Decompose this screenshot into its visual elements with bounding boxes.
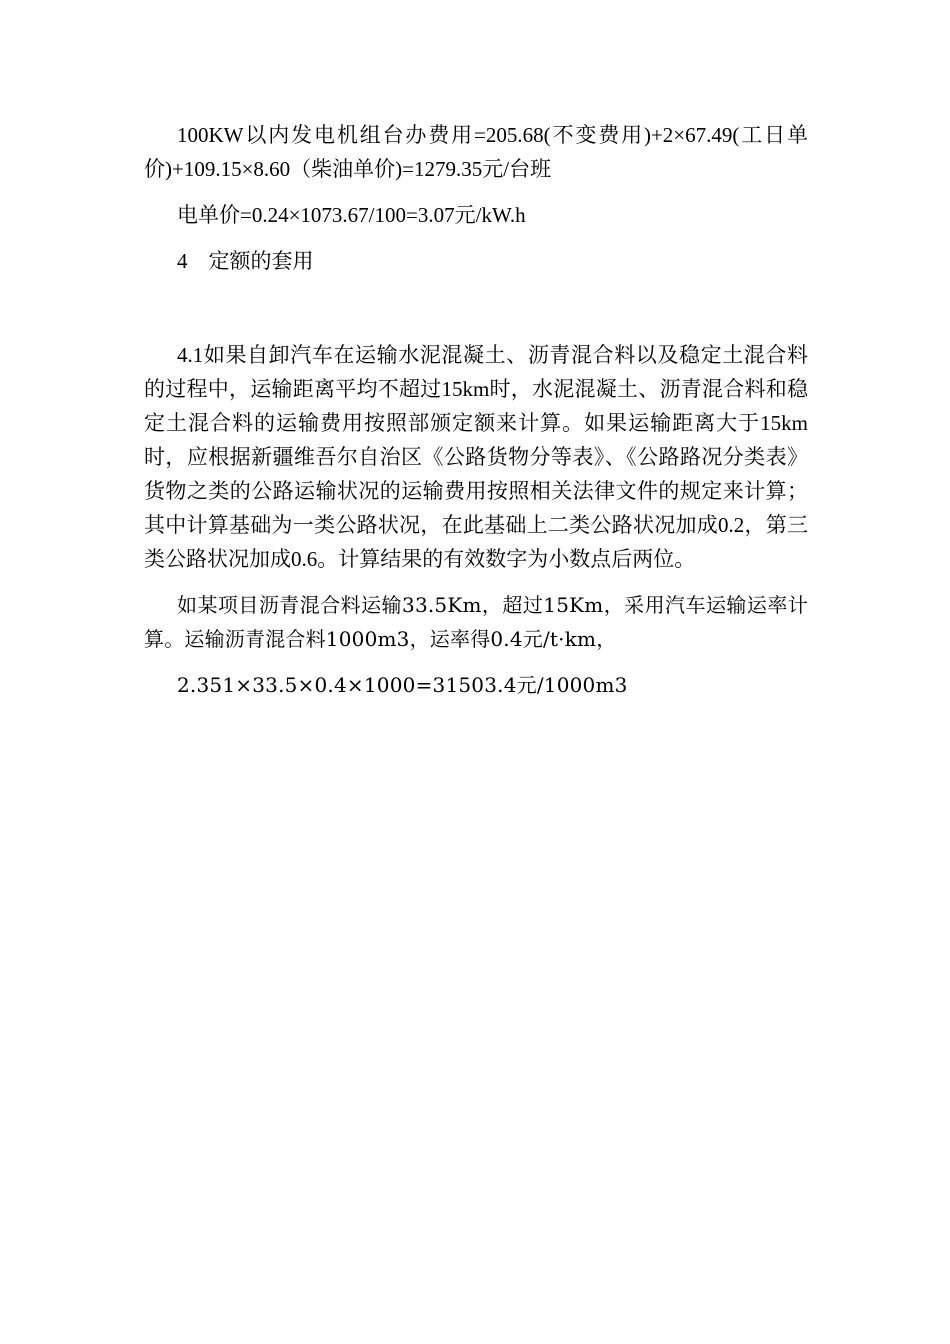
example-paragraph: 如某项目沥青混合料运输33.5Km，超过15Km，采用汽车运输运率计算。运输沥青混合料1000m3，运率得0.4元/t·km， — [144, 593, 808, 651]
electricity-price-paragraph: 电单价=0.24×1073.67/100=3.07元/kW.h — [177, 203, 526, 227]
section-heading: 4 定额的套用 — [177, 249, 314, 273]
example-formula: 2.351×33.5×0.4×1000=31503.4元/1000m3 — [177, 673, 628, 697]
blank-line — [144, 278, 808, 338]
document-body — [144, 118, 808, 702]
section-4-1-paragraph: 4.1如果自卸汽车在运输水泥混凝土、沥青混合料以及稳定土混合料的过程中，运输距离平均不超过15km时，水泥混凝土、沥青混合料和稳定土混合料的运输费用按照部颁定额来计算。如果运输距离大于15km时，应根据新疆维吾尔自治区《公路货物分等表》、《公路路况分类表》货物之类的公路运输状况的运输费用按照相关法律文件的规定来计算；其中计算基础为一类公路状况，在此基础上二类公路状况加成0.2，第三类公路状况加成0.6。计算结果的有效数字为小数点后两位。 — [144, 343, 808, 571]
generator-cost-paragraph: 100KW以内发电机组台办费用=205.68(不变费用)+2×67.49(工日单价)+109.15×8.60（柴油单价)=1279.35元/台班 — [144, 123, 808, 181]
